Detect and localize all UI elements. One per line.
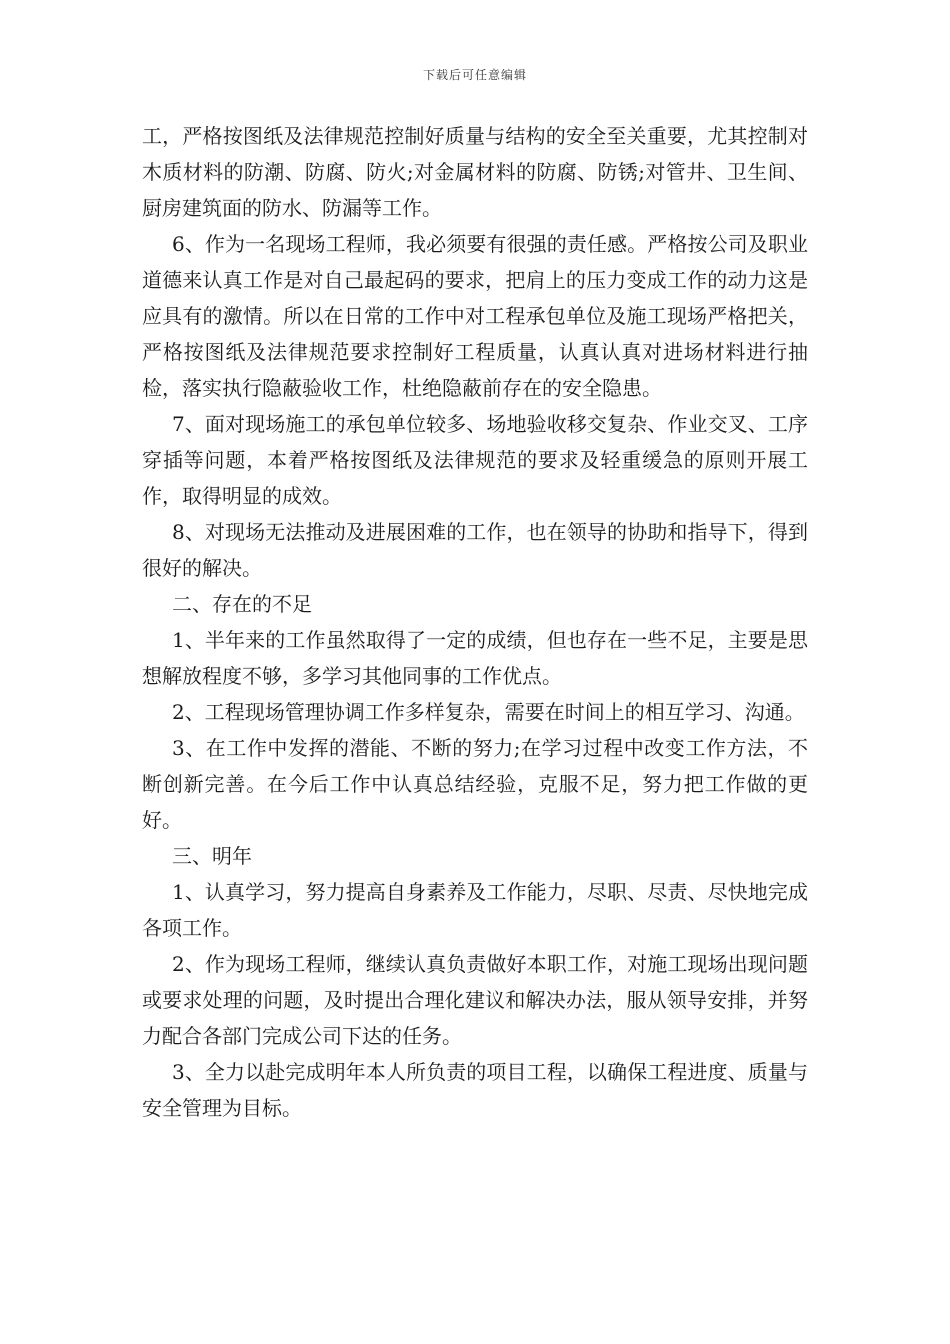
paragraph-item-7: 7、面对现场施工的承包单位较多、场地验收移交复杂、作业交叉、工序穿插等问题，本着严格按图纸及法律规范的要求及轻重缓急的原则开展工作，取得明显的成效。 <box>142 412 808 508</box>
document-body <box>142 118 808 1126</box>
paragraph-continuation: 工，严格按图纸及法律规范控制好质量与结构的安全至关重要，尤其控制对木质材料的防潮、防腐、防火;对金属材料的防腐、防锈;对管井、卫生间、厨房建筑面的防水、防漏等工作。 <box>142 124 808 220</box>
paragraph-shortcoming-1: 1、半年来的工作虽然取得了一定的成绩，但也存在一些不足，主要是思想解放程度不够，多学习其他同事的工作优点。 <box>142 628 808 688</box>
paragraph-plan-1: 1、认真学习，努力提高自身素养及工作能力，尽职、尽责、尽快地完成各项工作。 <box>142 880 808 940</box>
section-heading-shortcomings: 二、存在的不足 <box>172 592 312 616</box>
paragraph-item-6: 6、作为一名现场工程师，我必须要有很强的责任感。严格按公司及职业道德来认真工作是对自己最起码的要求，把肩上的压力变成工作的动力这是应具有的激情。所以在日常的工作中对工程承包单位及施工现场严格把关，严格按图纸及法律规范要求控制好工程质量，认真认真对进场材料进行抽检，落实执行隐蔽验收工作，杜绝隐蔽前存在的安全隐患。 <box>142 232 808 400</box>
section-heading-next-year: 三、明年 <box>172 844 252 868</box>
page-header-note: 下载后可任意编辑 <box>422 68 527 82</box>
paragraph-shortcoming-3: 3、在工作中发挥的潜能、不断的努力;在学习过程中改变工作方法，不断创新完善。在今后工作中认真总结经验，克服不足，努力把工作做的更好。 <box>142 736 808 832</box>
paragraph-shortcoming-2: 2、工程现场管理协调工作多样复杂，需要在时间上的相互学习、沟通。 <box>172 700 805 724</box>
paragraph-plan-3: 3、全力以赴完成明年本人所负责的项目工程，以确保工程进度、质量与安全管理为目标。 <box>142 1060 808 1120</box>
paragraph-item-8: 8、对现场无法推动及进展困难的工作，也在领导的协助和指导下，得到很好的解决。 <box>142 520 808 580</box>
paragraph-plan-2: 2、作为现场工程师，继续认真负责做好本职工作，对施工现场出现问题或要求处理的问题，及时提出合理化建议和解决办法，服从领导安排，并努力配合各部门完成公司下达的任务。 <box>142 952 808 1048</box>
